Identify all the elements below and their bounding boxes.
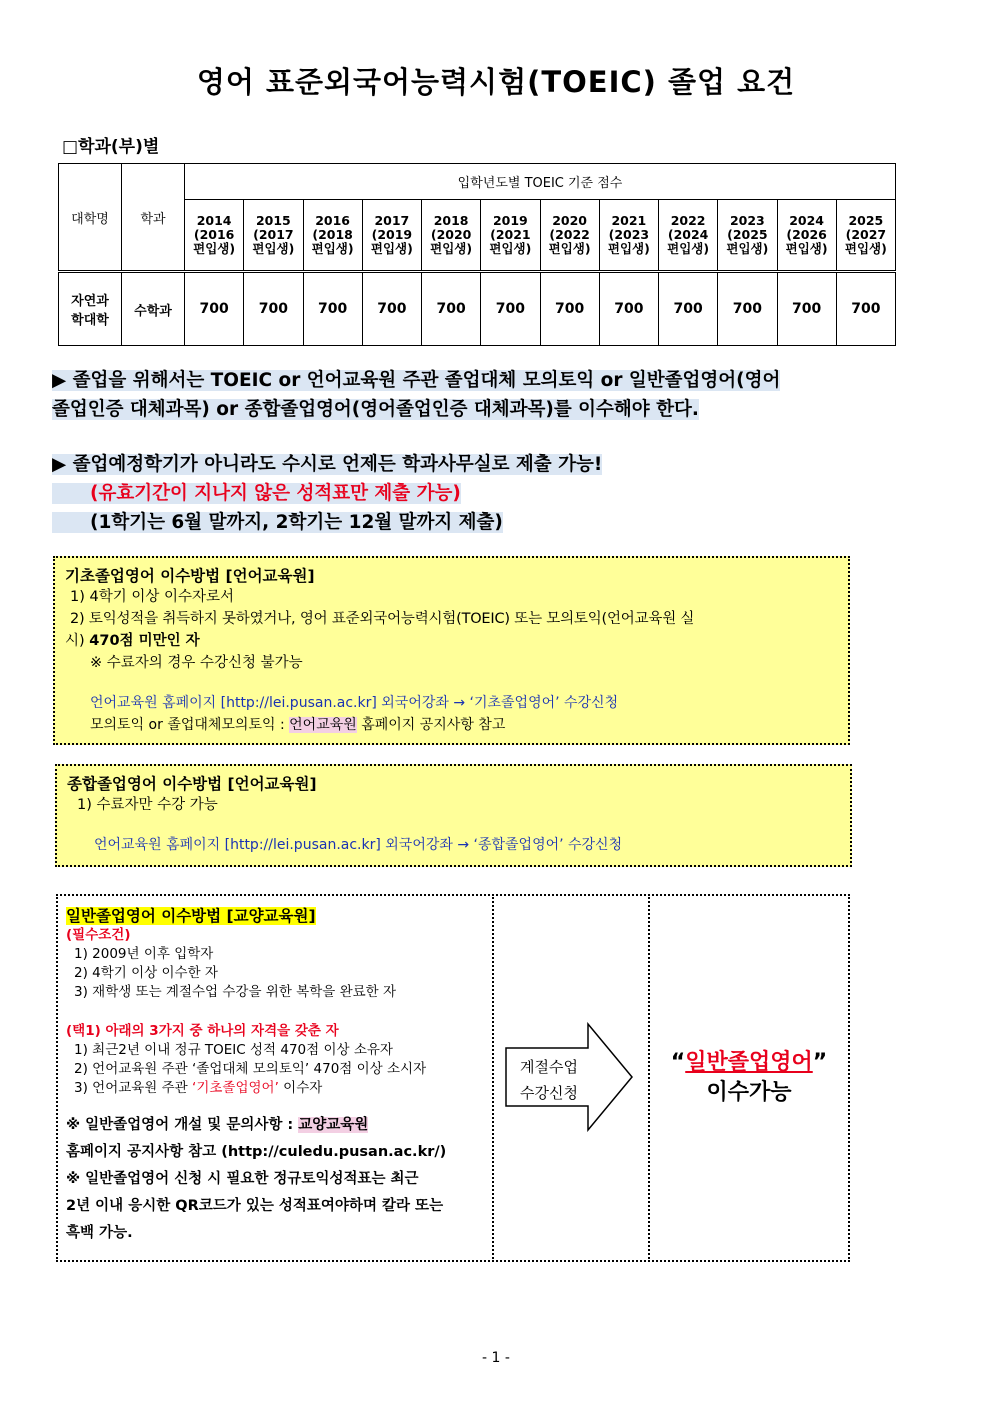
header-dept: 학과 (122, 164, 185, 272)
header-college: 대학명 (59, 164, 122, 272)
page-title: 영어 표준외국어능력시험(TOEIC) 졸업 요건 (196, 65, 796, 99)
score-cell: 700 (422, 272, 481, 346)
general-english-box: 일반졸업영어 이수방법 [교양교육원] (필수조건) 1) 2009년 이후 입학자 2) 4학기 이상 이수한 자 3) 재학생 또는 계절수업 수강을 위한 복학을 완료한 자 (택1) 아래의 3가지 중 하나의 자격을 갖춘 자 1) 최근2년 이내 정규 TOEIC 성적 470점 이상 소유자 2) 언어교육원 주관 ‘졸업대체 모의토익’ 470점 이상 소시자 3) 언어교육원 주관 ‘기초졸업영어’ 이수자 ※ 일반졸업영어 개설 및 문의사항 : 교양교육원 홈페이지 공지사항 참고 (http://culedu.pusan.ac.kr/) ※ 일반졸업영어 신청 시 필요한 정규토익성적표는 최근 2년 이내 응시한 QR코드가 있는 성적표여야하며 칼라 또는 흑백 가능. (56, 894, 494, 1262)
score-cell: 700 (362, 272, 421, 346)
score-cell: 700 (659, 272, 718, 346)
year-header-2018: 2018 (2020 편입생) (422, 200, 481, 272)
year-header-2020: 2020 (2022 편입생) (540, 200, 599, 272)
page-number: - 1 - (482, 1350, 510, 1366)
comprehensive-english-box: 종합졸업영어 이수방법 [언어교육원] 1) 수료자만 수강 가능 언어교육원 홈페이지 [http://lei.pusan.ac.kr] 외국어강좌 → ‘종합졸업영어’ 수강신청 (55, 764, 852, 867)
score-cell: 700 (244, 272, 303, 346)
arrow-label: 계절수업 수강신청 (520, 1058, 578, 1102)
general-heading: 일반졸업영어 이수방법 [교양교육원] (66, 907, 316, 925)
header-group: 입학년도별 TOEIC 기준 점수 (185, 164, 896, 200)
comprehensive-heading: 종합졸업영어 이수방법 [언어교육원] (67, 775, 317, 793)
year-header-2023: 2023 (2025 편입생) (718, 200, 777, 272)
score-cell: 700 (777, 272, 836, 346)
score-cell: 700 (481, 272, 540, 346)
notice-submission: ▶ 졸업예정학기가 아니라도 수시로 언제든 학과사무실로 제출 가능! (유효기간이 지나지 않은 성적표만 제출 가능) (1학기는 6월 말까지, 2학기는 12월 말까지 제출) (52, 454, 603, 533)
section-heading: □학과(부)별 (62, 137, 160, 157)
year-header-2022: 2022 (2024 편입생) (659, 200, 718, 272)
year-header-2025: 2025 (2027 편입생) (836, 200, 895, 272)
score-cell: 700 (836, 272, 895, 346)
score-cell: 700 (540, 272, 599, 346)
year-header-2014: 2014 (2016 편입생) (185, 200, 244, 272)
score-cell: 700 (185, 272, 244, 346)
college-cell: 자연과 학대학 (59, 272, 122, 346)
year-header-2015: 2015 (2017 편입생) (244, 200, 303, 272)
basic-heading: 기초졸업영어 이수방법 [언어교육원] (65, 567, 315, 585)
comprehensive-link[interactable]: 언어교육원 홈페이지 [http://lei.pusan.ac.kr] 외국어강좌 → ‘종합졸업영어’ 수강신청 (94, 837, 623, 853)
year-header-2021: 2021 (2023 편입생) (599, 200, 658, 272)
score-cell: 700 (599, 272, 658, 346)
basic-link[interactable]: 언어교육원 홈페이지 [http://lei.pusan.ac.kr] 외국어강좌 → ‘기초졸업영어’ 수강신청 (90, 695, 619, 711)
toeic-requirement-table (58, 163, 896, 346)
notice-completion: ▶ 졸업을 위해서는 TOEIC or 언어교육원 주관 졸업대체 모의토익 or 일반졸업영어(영어 졸업인증 대체과목) or 종합졸업영어(영어졸업인증 대체과목)를 이수해야 한다. (52, 370, 781, 420)
dept-cell: 수학과 (122, 272, 185, 346)
score-cell: 700 (303, 272, 362, 346)
year-header-2016: 2016 (2018 편입생) (303, 200, 362, 272)
result-label: “일반졸업영어” 이수가능 (670, 1050, 828, 1105)
score-cell: 700 (718, 272, 777, 346)
basic-english-box: 기초졸업영어 이수방법 [언어교육원] 1) 4학기 이상 이수자로서 2) 토익성적을 취득하지 못하였거나, 영어 표준외국어능력시험(TOEIC) 또는 모의토익(언어교육원 실 시) 470점 미만인 자 ※ 수료자의 경우 수강신청 불가능 언어교육원 홈페이지 [http://lei.pusan.ac.kr] 외국어강좌 → ‘기초졸업영어’ 수강신청 모의토익 or 졸업대체모의토익 : 언어교육원 홈페이지 공지사항 참고 (53, 556, 850, 745)
year-header-2017: 2017 (2019 편입생) (362, 200, 421, 272)
year-header-2019: 2019 (2021 편입생) (481, 200, 540, 272)
year-header-2024: 2024 (2026 편입생) (777, 200, 836, 272)
